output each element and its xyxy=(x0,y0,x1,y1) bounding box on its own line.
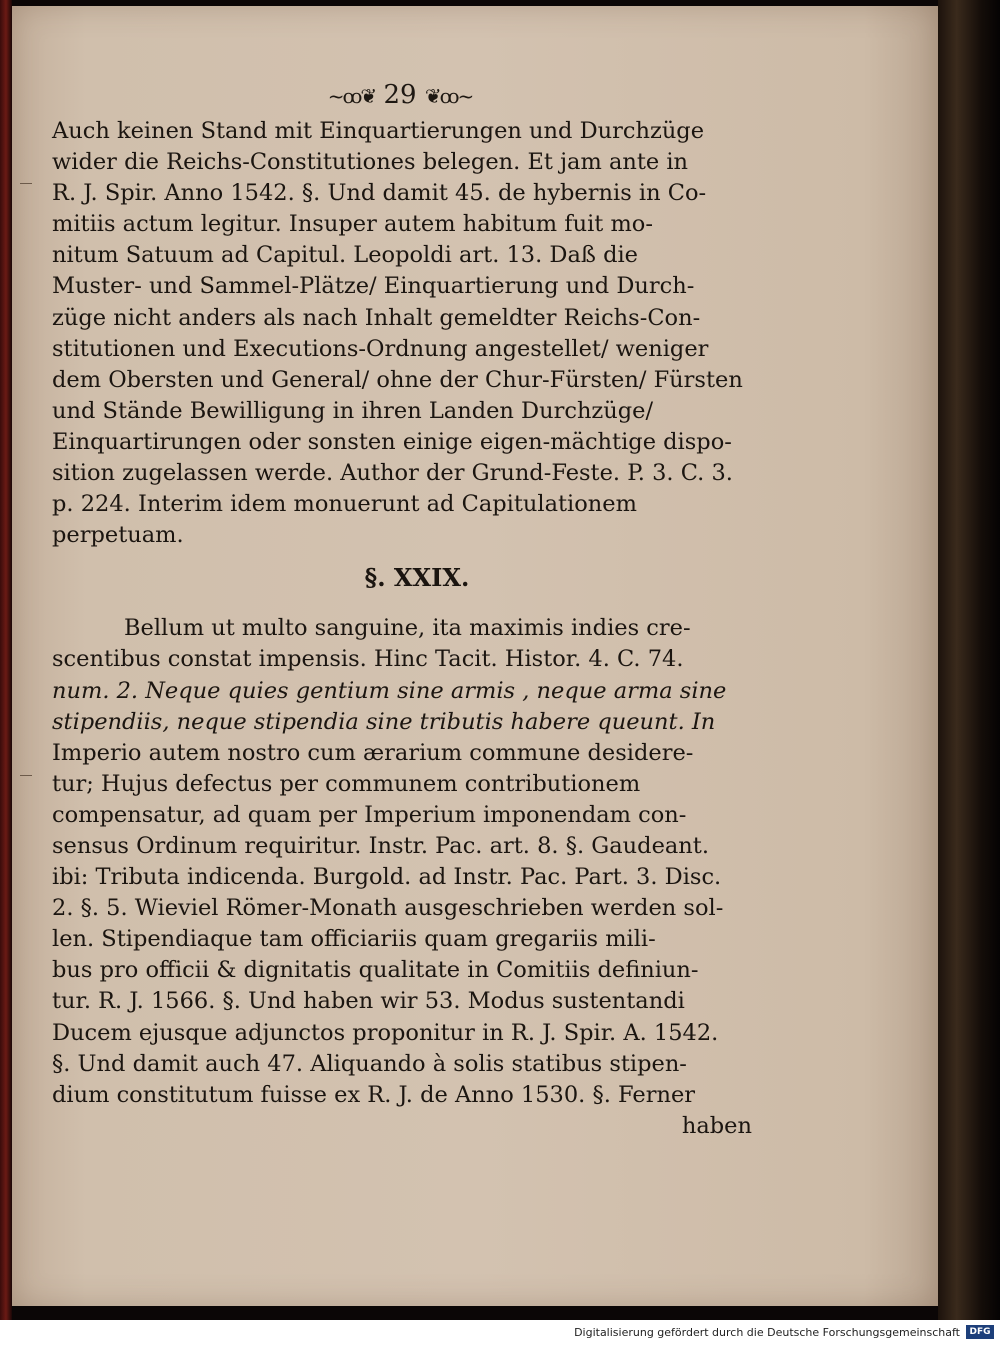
text-line: num. 2. Neque quies gentium sine armis , neque arma sine xyxy=(52,677,727,704)
page-number: 29 xyxy=(383,80,417,110)
text-line: Einquartirungen oder sonsten einige eigen-mächtige dispo- xyxy=(52,428,732,455)
edge-mark xyxy=(20,775,32,776)
page-body xyxy=(52,116,752,1142)
text-line: tur. R. J. 1566. §. Und haben wir 53. Modus sustentandi xyxy=(52,988,685,1015)
text-line: compensatur, ad quam per Imperium imponendam con- xyxy=(52,801,687,828)
text-line: sensus Ordinum requiritur. Instr. Pac. art. 8. §. Gaudeant. xyxy=(52,832,709,859)
text-line: stitutionen und Executions-Ordnung angestellet/ weniger xyxy=(52,335,709,362)
text-line: §. Und damit auch 47. Aliquando à solis statibus stipen- xyxy=(52,1050,687,1077)
text-line: und Stände Bewilligung in ihren Landen Durchzüge/ xyxy=(52,397,654,424)
text-line: mitiis actum legitur. Insuper autem habitum fuit mo- xyxy=(52,211,653,238)
text-line: tur; Hujus defectus per communem contributionem xyxy=(52,770,641,797)
text-line: R. J. Spir. Anno 1542. §. Und damit 45. de hybernis in Co- xyxy=(52,180,707,207)
left-page-edge xyxy=(0,0,12,1320)
text-line: bus pro officii & dignitatis qualitate in Comitiis definiun- xyxy=(52,957,699,984)
book-spine xyxy=(938,0,1000,1320)
text-line: züge nicht anders als nach Inhalt gemeldter Reichs-Con- xyxy=(52,304,701,331)
text-line: scentibus constat impensis. Hinc Tacit. Histor. 4. C. 74. xyxy=(52,646,684,673)
text-line: dium constitutum fuisse ex R. J. de Anno 1530. §. Ferner xyxy=(52,1081,696,1108)
text-line: nitum Satuum ad Capitul. Leopoldi art. 13. Daß die xyxy=(52,242,638,269)
text-line: Auch keinen Stand mit Einquartierungen und Durchzüge xyxy=(52,118,705,144)
text-line: Bellum ut multo sanguine, ita maximis indies cre- xyxy=(124,615,691,642)
text-line: 2. §. 5. Wieviel Römer-Monath ausgeschrieben werden sol- xyxy=(52,895,724,922)
edge-mark xyxy=(20,183,32,184)
text-line: Muster- und Sammel-Plätze/ Einquartierung und Durch- xyxy=(52,273,695,300)
dfg-logo-icon: DFG xyxy=(966,1325,994,1339)
text-line: perpetuam. xyxy=(52,522,184,549)
section-heading: §. XXIX. xyxy=(364,563,470,593)
text-line: Ducem ejusque adjunctos proponitur in R. J. Spir. A. 1542. xyxy=(52,1019,719,1046)
text-line: wider die Reichs-Constitutiones belegen. Et jam ante in xyxy=(52,149,689,176)
ornament-right-icon: ❦ꝏ~ xyxy=(424,84,473,108)
catchword: haben xyxy=(681,1112,752,1139)
ornament-left-icon: ~ꝏ❦ xyxy=(327,84,376,108)
text-line: p. 224. Interim idem monuerunt ad Capitulationem xyxy=(52,491,637,518)
text-line: dem Obersten und General/ ohne der Chur-Fürsten/ Fürsten xyxy=(52,366,743,393)
text-line: stipendiis, neque stipendia sine tributis habere queunt. In xyxy=(52,708,716,735)
footer-bar xyxy=(0,1320,1000,1347)
text-line: ibi: Tributa indicenda. Burgold. ad Instr. Pac. Part. 3. Disc. xyxy=(52,864,722,891)
text-line: Imperio autem nostro cum ærarium commune desidere- xyxy=(52,739,694,766)
page-header xyxy=(300,80,500,116)
funding-credit: Digitalisierung gefördert durch die Deutsche Forschungsgemeinschaft xyxy=(574,1326,960,1339)
text-line: sition zugelassen werde. Author der Grund-Feste. P. 3. C. 3. xyxy=(52,460,733,487)
text-line: len. Stipendiaque tam officiariis quam gregariis mili- xyxy=(52,926,656,953)
